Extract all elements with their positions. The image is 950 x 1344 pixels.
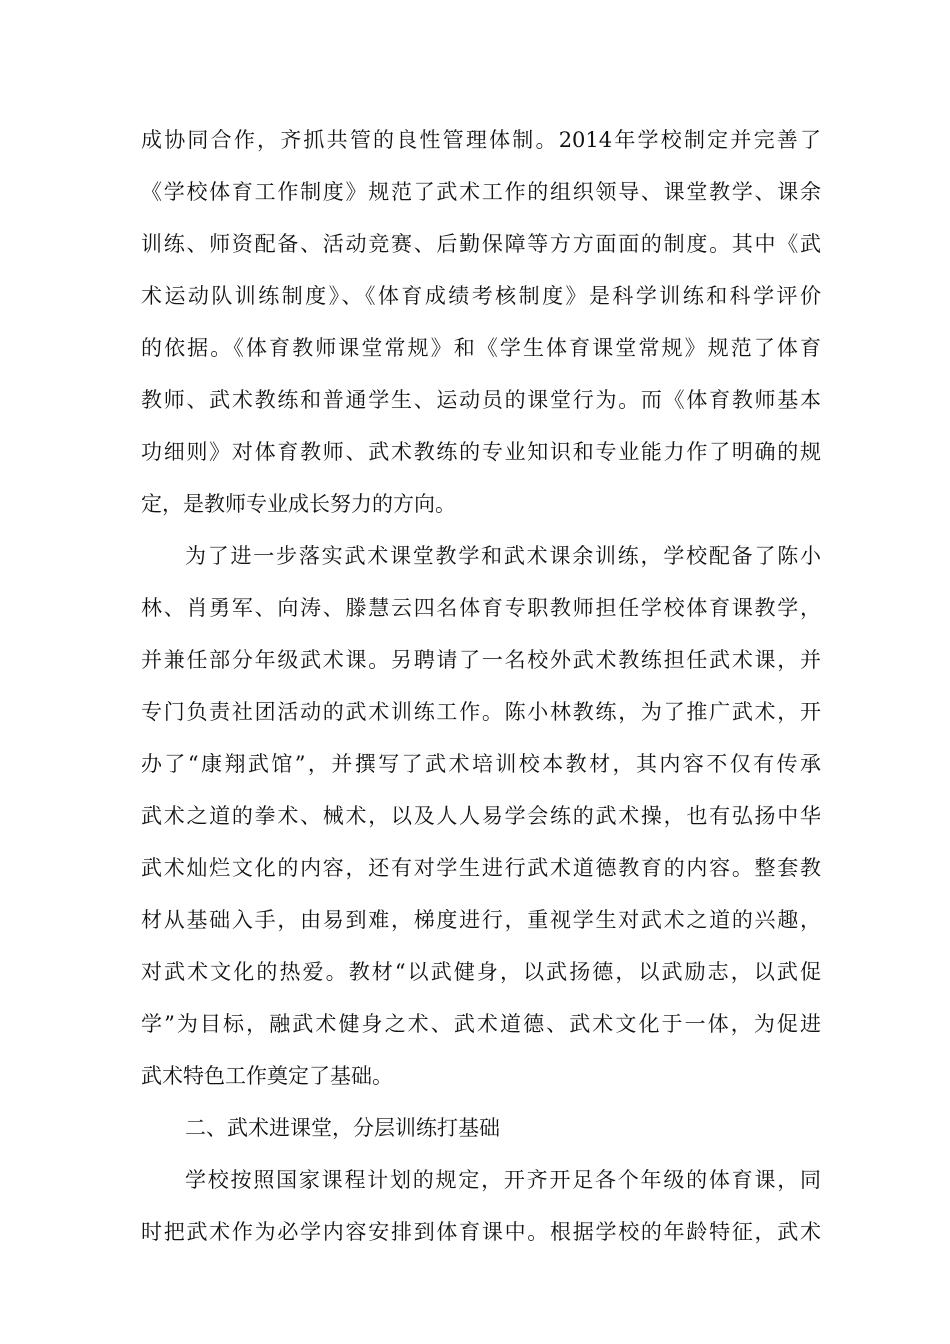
- paragraph-line: 林、肖勇军、向涛、滕慧云四名体育专职教师担任学校体育课教学，: [141, 596, 821, 620]
- paragraph-line: 办了“康翔武馆”，并撰写了武术培训校本教材，其内容不仅有传承: [141, 752, 821, 776]
- paragraph-line: 武术灿烂文化的内容，还有对学生进行武术道德教育的内容。整套教: [141, 856, 821, 880]
- paragraph-line: 功细则》对体育教师、武术教练的专业知识和专业能力作了明确的规: [141, 440, 821, 464]
- paragraph-line: 为了进一步落实武术课堂教学和武术课余训练，学校配备了陈小: [185, 544, 821, 568]
- paragraph-line: 《学校体育工作制度》规范了武术工作的组织领导、课堂教学、课余: [141, 180, 821, 204]
- document-body: [141, 114, 821, 1258]
- paragraph-line: 术运动队训练制度》、《体育成绩考核制度》是科学训练和科学评价: [141, 284, 821, 308]
- paragraph-line: 武术之道的拳术、械术，以及人人易学会练的武术操，也有弘扬中华: [141, 804, 821, 828]
- paragraph-2: [141, 530, 821, 1102]
- paragraph-line: 成协同合作，齐抓共管的良性管理体制。2014年学校制定并完善了: [141, 128, 821, 152]
- paragraph-line: 武术特色工作奠定了基础。: [141, 1064, 393, 1088]
- paragraph-line: 并兼任部分年级武术课。另聘请了一名校外武术教练担任武术课，并: [141, 648, 821, 672]
- paragraph-line: 学校按照国家课程计划的规定，开齐开足各个年级的体育课，同: [185, 1168, 821, 1192]
- section-heading-text: 二、武术进课堂，分层训练打基础: [185, 1116, 500, 1140]
- paragraph-line: 学”为目标，融武术健身之术、武术道德、武术文化于一体，为促进: [141, 1012, 821, 1036]
- paragraph-line: 材从基础入手，由易到难，梯度进行，重视学生对武术之道的兴趣，: [141, 908, 821, 932]
- paragraph-line: 对武术文化的热爱。教材“以武健身，以武扬德，以武励志，以武促: [141, 960, 821, 984]
- paragraph-line: 时把武术作为必学内容安排到体育课中。根据学校的年龄特征，武术: [141, 1220, 821, 1244]
- paragraph-line: 的依据。《体育教师课堂常规》和《学生体育课堂常规》规范了体育: [141, 336, 821, 360]
- paragraph-3: [141, 1154, 821, 1258]
- paragraph-line: 教师、武术教练和普通学生、运动员的课堂行为。而《体育教师基本: [141, 388, 821, 412]
- paragraph-line: 定，是教师专业成长努力的方向。: [141, 492, 456, 516]
- paragraph-1: [141, 114, 821, 530]
- paragraph-line: 训练、师资配备、活动竞赛、后勤保障等方方面面的制度。其中《武: [141, 232, 821, 256]
- section-heading: [141, 1102, 821, 1154]
- paragraph-line: 专门负责社团活动的武术训练工作。陈小林教练，为了推广武术，开: [141, 700, 821, 724]
